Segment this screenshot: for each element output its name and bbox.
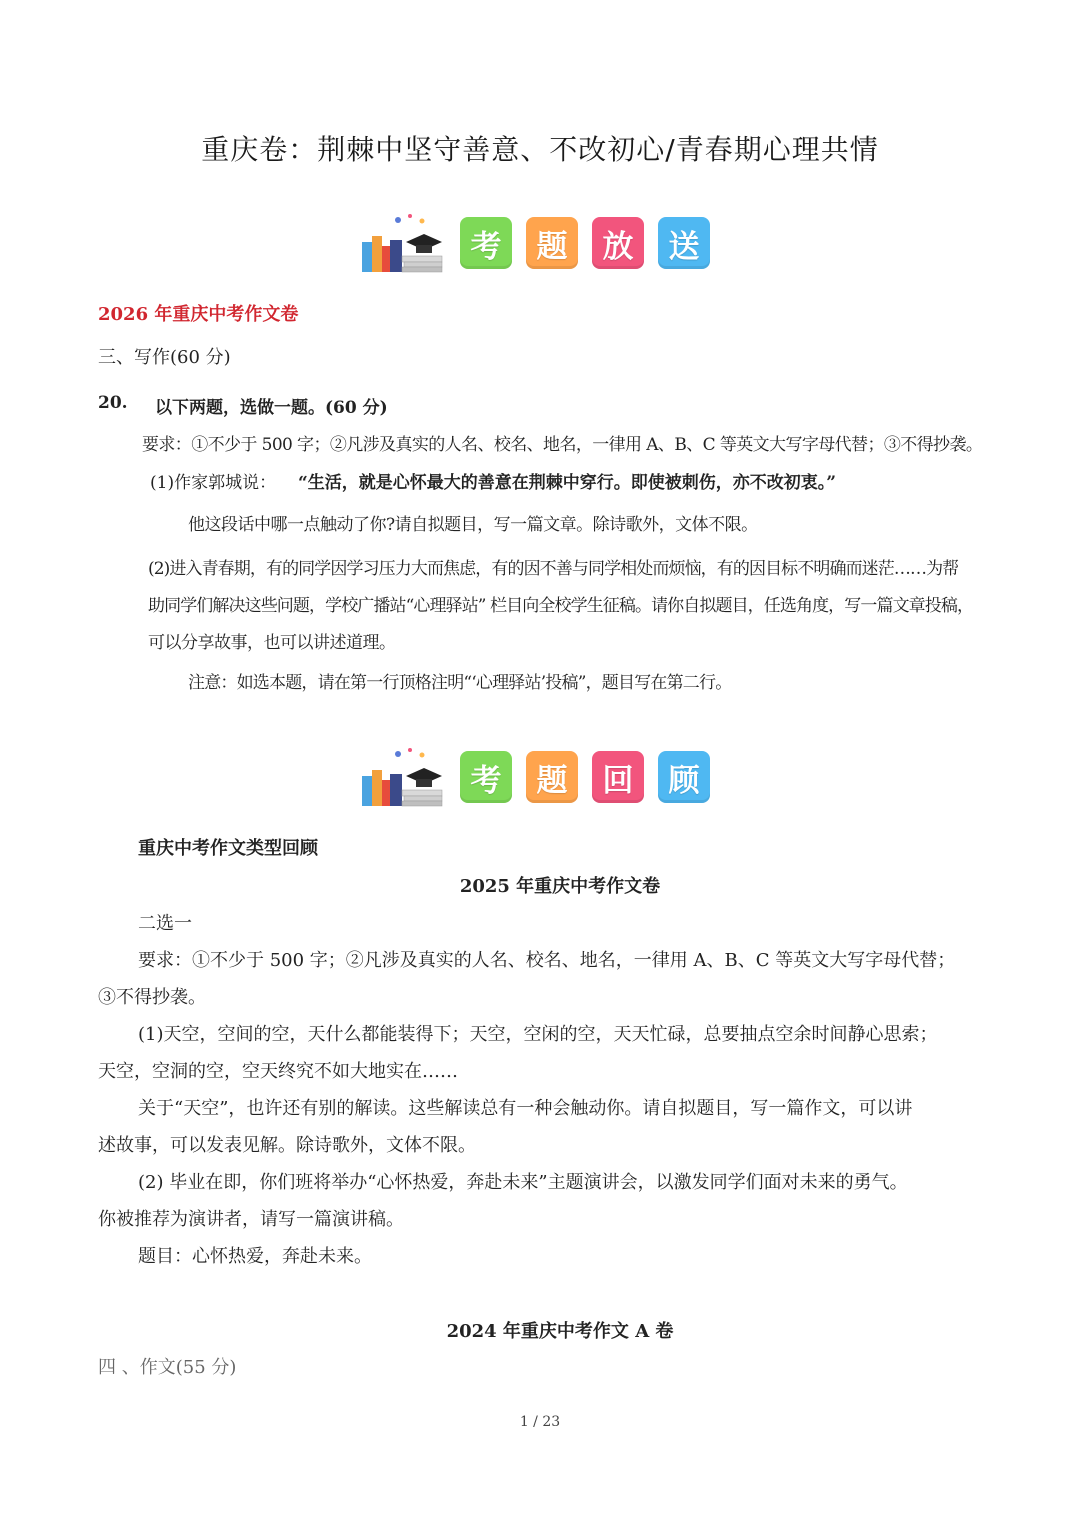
year-2025-title: 2025 年重庆中考作文卷 xyxy=(459,876,661,897)
tile-fang: 放 xyxy=(592,217,644,269)
writing-part-label: 三、写作(60 分) xyxy=(98,347,231,368)
option1-prefix: (1)作家郭城说： xyxy=(150,473,277,493)
review-heading: 重庆中考作文类型回顾 xyxy=(138,838,318,859)
banner-exam-release xyxy=(358,212,720,274)
books-graduation-icon xyxy=(358,212,444,274)
section-2026-heading: 2026 年重庆中考作文卷 xyxy=(98,304,299,325)
option2-line-3: 可以分享故事，也可以讲述道理。 xyxy=(148,633,396,653)
requirement-2026: 要求：①不少于 500 字；②凡涉及真实的人名、校名、地名，一律用 A、B、C 等英文大写字母代替；③不得抄袭。 xyxy=(142,435,983,455)
banner-exam-review xyxy=(358,746,720,808)
review-opt1-line-2: 天空，空洞的空，空天终究不如大地实在…… xyxy=(98,1061,458,1082)
tile-kao: 考 xyxy=(460,217,512,269)
tile-gu: 顾 xyxy=(658,751,710,803)
option1-task: 他这段话中哪一点触动了你?请自拟题目，写一篇文章。除诗歌外，文体不限。 xyxy=(188,515,758,535)
review-opt1-line-3: 关于“天空”，也许还有别的解读。这些解读总有一种会触动你。请自拟题目，写一篇作文，可以讲 xyxy=(138,1098,913,1119)
composition-part-label: 四 、作文(55 分) xyxy=(98,1357,237,1378)
tile-ti: 题 xyxy=(526,217,578,269)
question-text: 以下两题，选做一题。(60 分) xyxy=(155,398,388,418)
choose-one-label: 二选一 xyxy=(138,913,192,934)
review-opt2-title: 题目：心怀热爱，奔赴未来。 xyxy=(138,1246,372,1267)
page-title: 重庆卷：荆棘中坚守善意、不改初心/青春期心理共情 xyxy=(201,133,879,166)
question-number: 20. xyxy=(98,393,128,413)
books-graduation-icon xyxy=(358,746,444,808)
year-2024-title: 2024 年重庆中考作文 A 卷 xyxy=(446,1321,674,1342)
option1-quote: “生活，就是心怀最大的善意在荆棘中穿行。即使被刺伤，亦不改初衷。” xyxy=(298,473,837,493)
option2-note: 注意：如选本题，请在第一行顶格注明“‘心理驿站’投稿”，题目写在第二行。 xyxy=(188,673,732,693)
tile-song: 送 xyxy=(658,217,710,269)
requirement-2025-line-2: ③不得抄袭。 xyxy=(98,987,206,1008)
page-number: 1 / 23 xyxy=(519,1414,561,1430)
tile-ti: 题 xyxy=(526,751,578,803)
option2-line-1: (2)进入青春期，有的同学因学习压力大而焦虑，有的因不善与同学相处而烦恼，有的因目标不明确而迷茫……为帮 xyxy=(148,559,959,579)
requirement-2025-line-1: 要求：①不少于 500 字；②凡涉及真实的人名、校名、地名，一律用 A、B、C 等英文大写字母代替； xyxy=(138,950,956,971)
option2-line-2: 助同学们解决这些问题，学校广播站“心理驿站” 栏目向全校学生征稿。请你自拟题目，任选角度，写一篇文章投稿， xyxy=(148,596,974,616)
review-opt1-line-1: (1)天空，空间的空，天什么都能装得下；天空，空闲的空，天天忙碌，总要抽点空余时间静心思索； xyxy=(138,1024,938,1045)
review-opt2-line-2: 你被推荐为演讲者，请写一篇演讲稿。 xyxy=(98,1209,404,1230)
tile-hui: 回 xyxy=(592,751,644,803)
review-opt1-line-4: 述故事，可以发表见解。除诗歌外，文体不限。 xyxy=(98,1135,476,1156)
review-opt2-line-1: (2) 毕业在即，你们班将举办“心怀热爱，奔赴未来”主题演讲会，以激发同学们面对未来的勇气。 xyxy=(138,1172,908,1193)
tile-kao: 考 xyxy=(460,751,512,803)
